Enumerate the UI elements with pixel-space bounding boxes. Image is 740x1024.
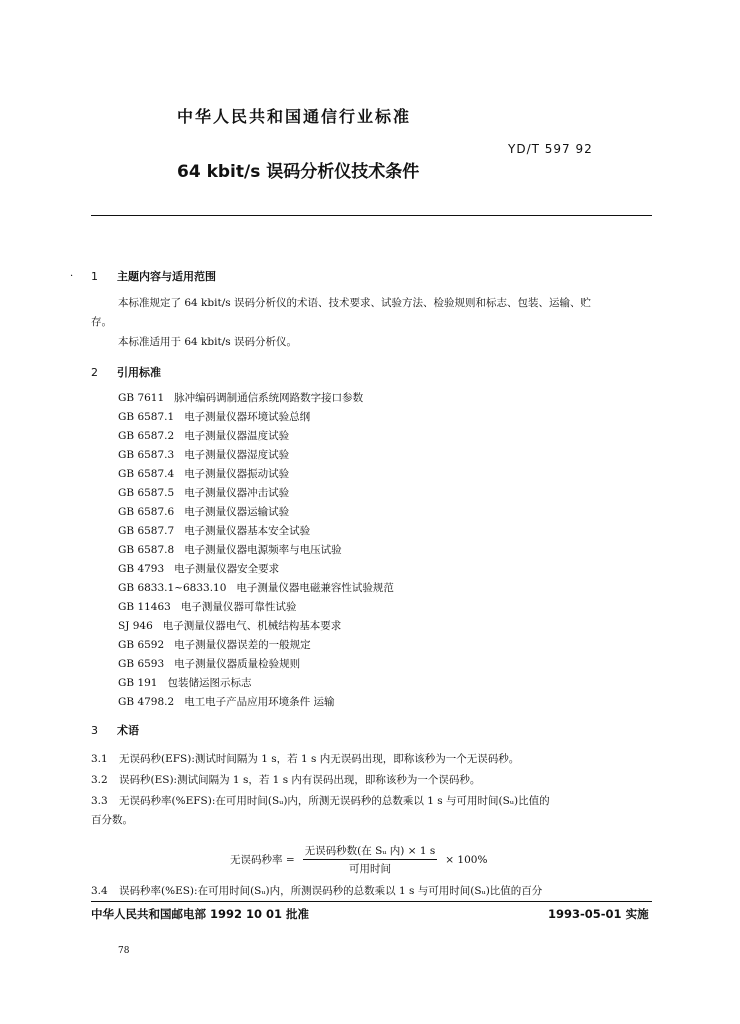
footer-divider <box>91 901 652 902</box>
issuing-body-header: 中华人民共和国通信行业标准 <box>177 107 412 126</box>
reference-code: GB 4793 <box>118 563 165 575</box>
reference-title: 电子测量仪器振动试验 <box>184 468 290 480</box>
section-number: 2 <box>91 366 98 379</box>
reference-item <box>118 598 394 617</box>
formula-rhs: × 100% <box>445 853 488 866</box>
reference-title: 电子测量仪器安全要求 <box>174 563 280 575</box>
reference-item <box>118 674 394 693</box>
reference-item <box>118 427 394 446</box>
section-1-para-1-line-1: 本标准规定了 64 kbit/s 误码分析仪的术语、技术要求、试验方法、检验规则和标志、包装、运输、贮 <box>118 297 591 309</box>
reference-code: GB 7611 <box>118 392 165 404</box>
reference-list <box>118 389 394 712</box>
definition-text: 无误码秒率(%EFS):在可用时间(Sᵤ)内，所测无误码秒的总数乘以 1 s 与可用时间(Sᵤ)比值的 <box>119 795 550 807</box>
reference-title: 电子测量仪器电磁兼容性试验规范 <box>236 582 394 594</box>
reference-code: GB 6587.7 <box>118 525 175 537</box>
reference-title: 电子测量仪器湿度试验 <box>184 449 290 461</box>
reference-title: 电子测量仪器温度试验 <box>184 430 290 442</box>
reference-code: GB 6587.3 <box>118 449 175 461</box>
reference-code: GB 4798.2 <box>118 696 175 708</box>
definition-text: 误码秒率(%ES):在可用时间(Sᵤ)内，所测误码秒的总数乘以 1 s 与可用时间(Sᵤ)比值的百分 <box>119 885 543 897</box>
formula-denominator: 可用时间 <box>348 863 391 875</box>
reference-item <box>118 617 394 636</box>
reference-code: GB 6587.4 <box>118 468 175 480</box>
definition-3-4 <box>91 882 657 901</box>
section-title: 主题内容与适用范围 <box>117 270 216 283</box>
section-3-heading <box>91 722 139 738</box>
page-number: 78 <box>118 946 130 956</box>
section-2-heading <box>91 364 161 380</box>
title-divider <box>91 215 652 216</box>
reference-item <box>118 408 394 427</box>
reference-item <box>118 579 394 598</box>
reference-code: GB 6592 <box>118 639 165 651</box>
definition-3-1 <box>91 750 657 769</box>
section-title: 术语 <box>117 724 139 737</box>
standard-number: YD/T 597 92 <box>508 142 593 156</box>
section-1-para-1-line-2: 存。 <box>91 316 112 328</box>
reference-title: 电子测量仪器可靠性试验 <box>180 601 297 613</box>
reference-title: 电子测量仪器运输试验 <box>184 506 290 518</box>
section-1-heading <box>91 268 216 284</box>
reference-item <box>118 522 394 541</box>
section-number: 1 <box>91 270 98 283</box>
reference-item <box>118 389 394 408</box>
reference-title: 电子测量仪器电气、机械结构基本要求 <box>162 620 342 632</box>
reference-item <box>118 446 394 465</box>
reference-item <box>118 636 394 655</box>
margin-mark: · <box>70 271 74 282</box>
reference-title: 电工电子产品应用环境条件 运输 <box>184 696 335 708</box>
reference-code: GB 191 <box>118 677 158 689</box>
definition-3-2 <box>91 771 657 790</box>
definition-3-3-continuation: 百分数。 <box>91 814 133 826</box>
definition-number: 3.3 <box>91 795 108 807</box>
reference-code: GB 6587.5 <box>118 487 175 499</box>
definition-number: 3.2 <box>91 774 108 786</box>
reference-code: GB 6593 <box>118 658 165 670</box>
reference-item <box>118 655 394 674</box>
reference-code: SJ 946 <box>118 620 153 632</box>
reference-code: GB 11463 <box>118 601 171 613</box>
reference-item <box>118 693 394 712</box>
reference-title: 电子测量仪器环境试验总纲 <box>184 411 311 423</box>
document-title: 64 kbit/s 误码分析仪技术条件 <box>177 162 420 182</box>
section-1-para-2: 本标准适用于 64 kbit/s 误码分析仪。 <box>118 336 297 348</box>
formula-fraction <box>303 843 438 876</box>
definition-number: 3.1 <box>91 753 108 765</box>
formula-lhs: 无误码秒率 = <box>230 854 295 866</box>
reference-code: GB 6587.6 <box>118 506 175 518</box>
definition-number: 3.4 <box>91 885 108 897</box>
section-title: 引用标准 <box>117 366 161 379</box>
approval-line: 中华人民共和国邮电部 1992 10 01 批准 <box>91 907 310 921</box>
definition-text: 误码秒(ES):测试间隔为 1 s，若 1 s 内有误码出现，即称该秒为一个误码秒。 <box>119 774 481 786</box>
efs-formula <box>230 843 487 876</box>
implementation-date: 1993-05-01 实施 <box>548 907 649 921</box>
reference-item <box>118 465 394 484</box>
reference-code: GB 6587.8 <box>118 544 175 556</box>
reference-code: GB 6833.1~6833.10 <box>118 582 227 594</box>
reference-title: 脉冲编码调制通信系统网路数字接口参数 <box>174 392 364 404</box>
reference-item <box>118 484 394 503</box>
reference-code: GB 6587.2 <box>118 430 175 442</box>
reference-item <box>118 560 394 579</box>
reference-title: 电子测量仪器基本安全试验 <box>184 525 311 537</box>
reference-code: GB 6587.1 <box>118 411 175 423</box>
reference-title: 包装储运图示标志 <box>167 677 252 689</box>
definition-3-3 <box>91 792 657 811</box>
reference-title: 电子测量仪器冲击试验 <box>184 487 290 499</box>
reference-title: 电子测量仪器质量检验规则 <box>174 658 301 670</box>
reference-item <box>118 541 394 560</box>
reference-title: 电子测量仪器电源频率与电压试验 <box>184 544 342 556</box>
section-number: 3 <box>91 724 98 737</box>
reference-item <box>118 503 394 522</box>
reference-title: 电子测量仪器误差的一般规定 <box>174 639 311 651</box>
formula-numerator: 无误码秒数(在 Sᵤ 内) × 1 s <box>303 843 438 860</box>
definition-text: 无误码秒(EFS):测试时间隔为 1 s，若 1 s 内无误码出现，即称该秒为一个无误码秒。 <box>119 753 520 765</box>
